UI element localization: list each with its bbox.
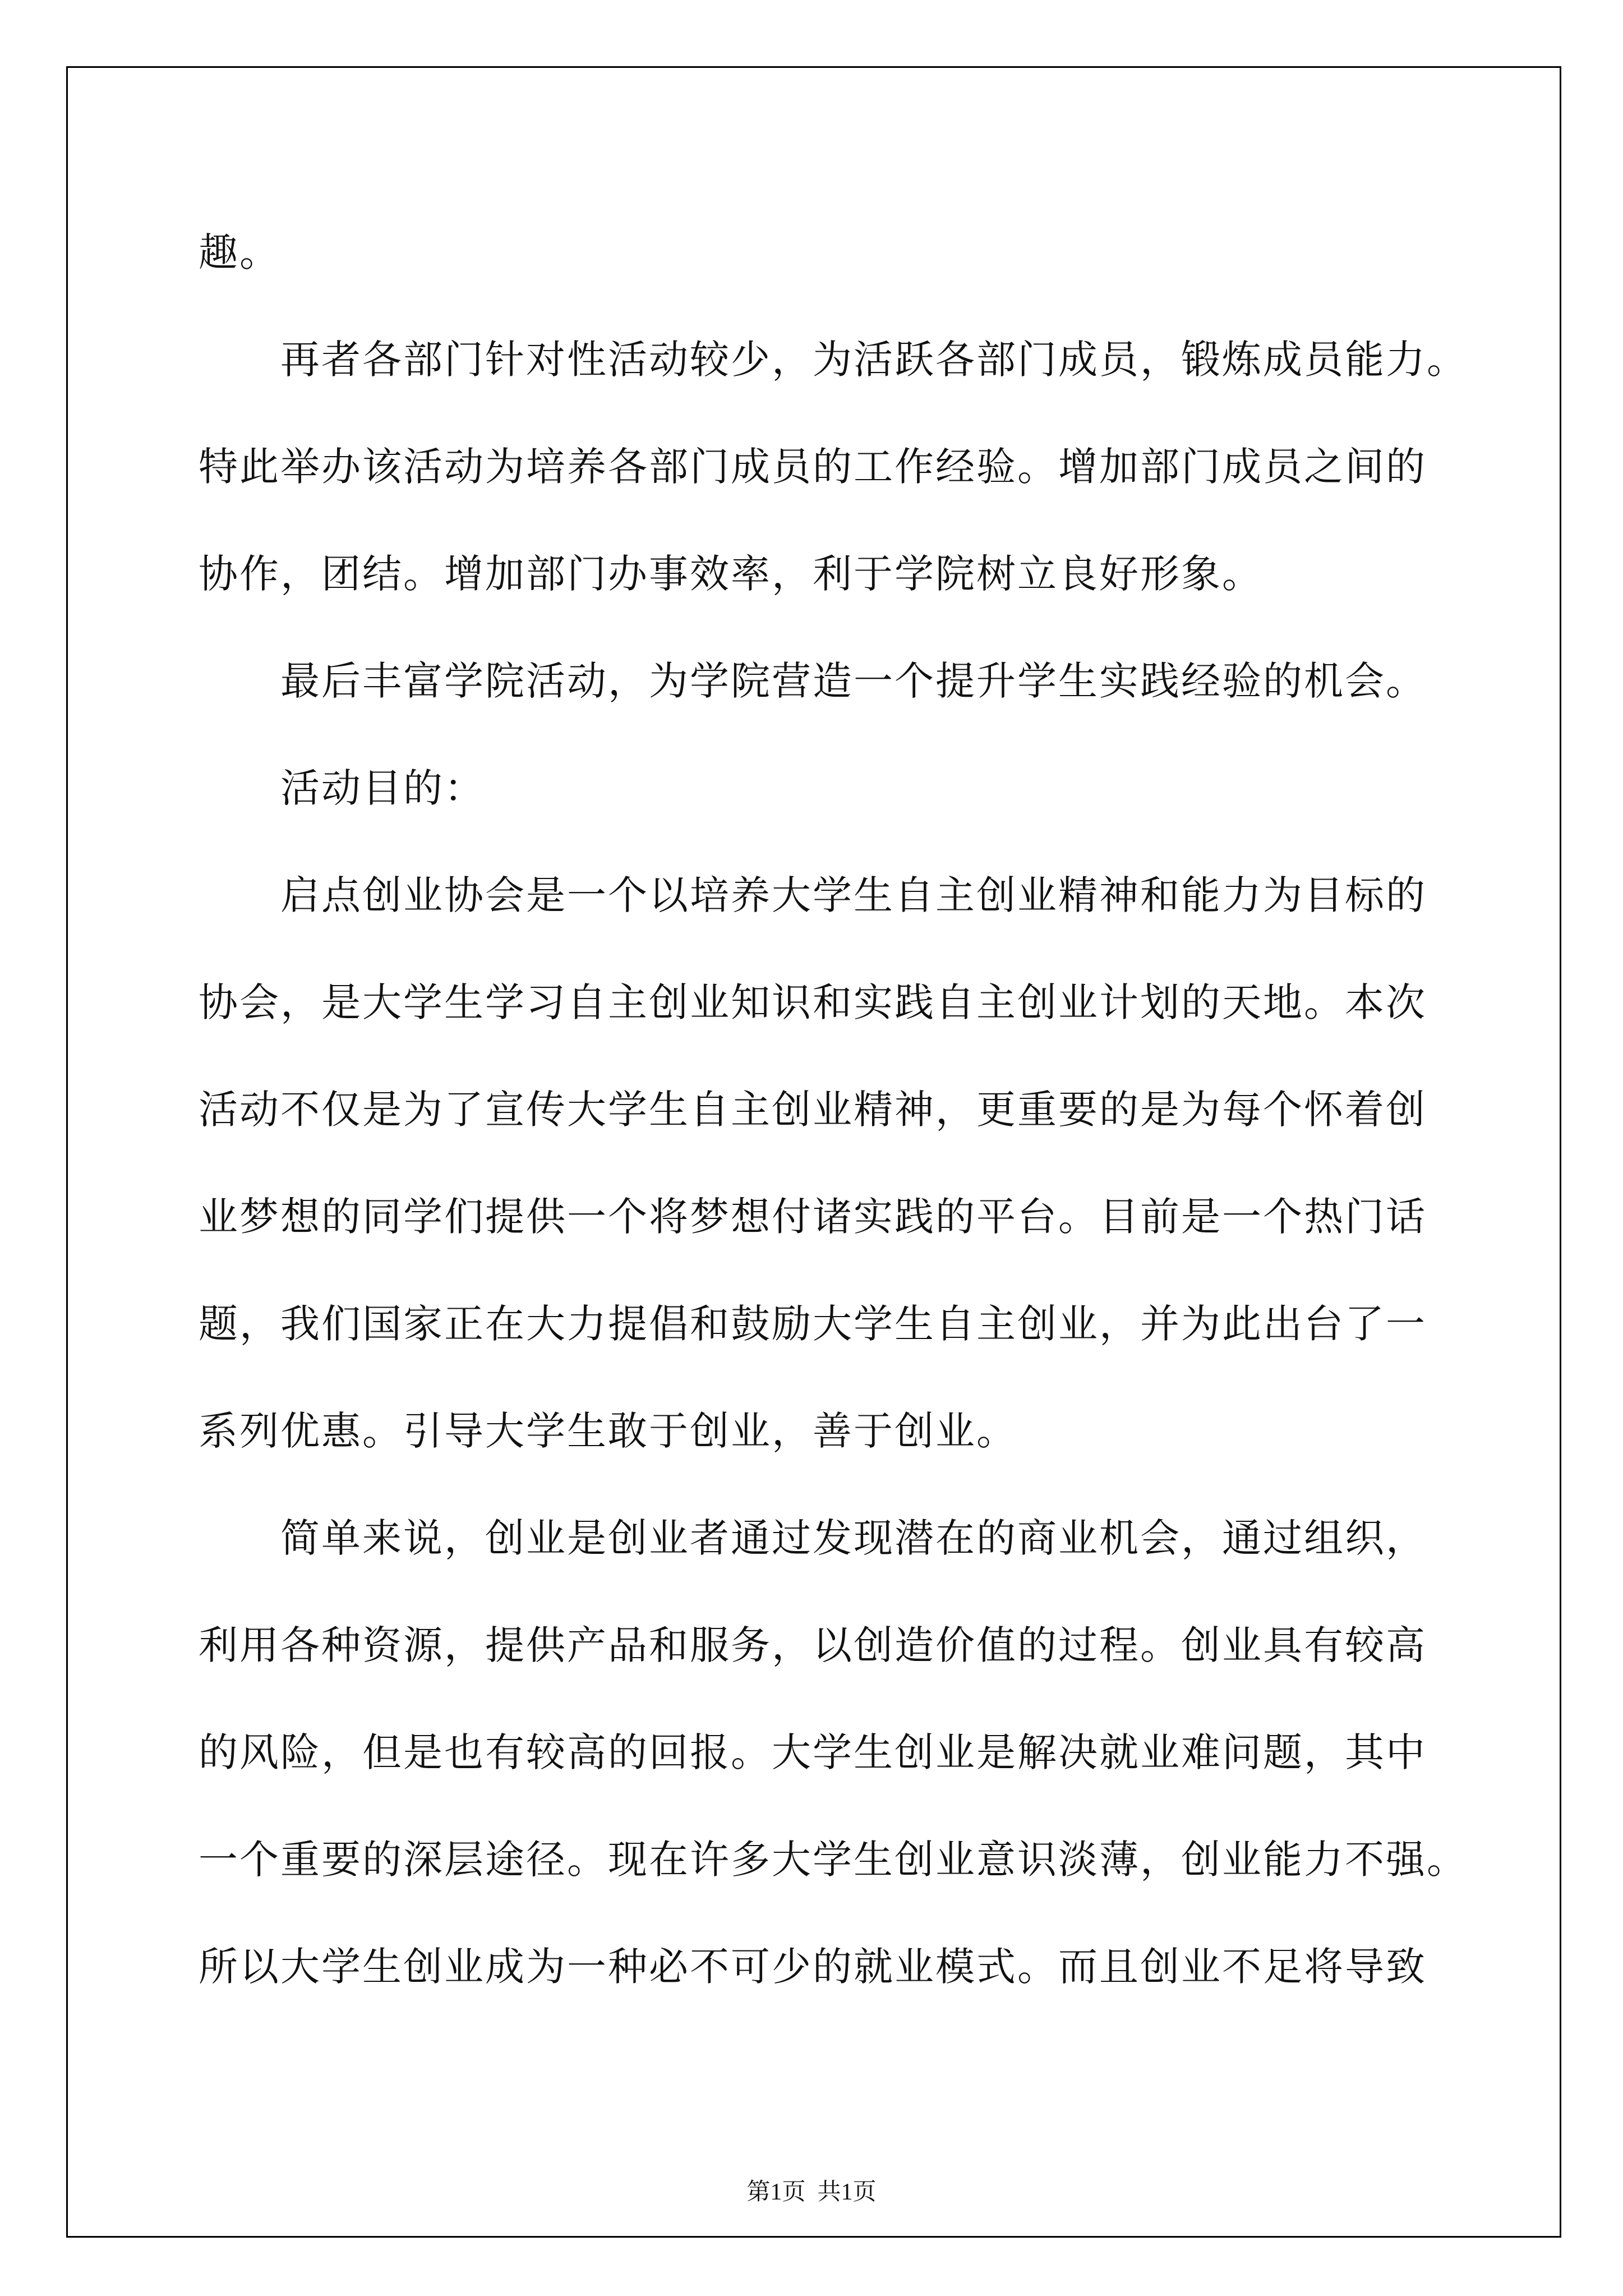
text-line: 一个重要的深层途径。现在许多大学生创业意识淡薄，创业能力不强。 xyxy=(199,1837,1468,1883)
text-line: 简单来说，创业是创业者通过发现潜在的商业机会，通过组织， xyxy=(280,1515,1427,1561)
text-line: 所以大学生创业成为一种必不可少的就业模式。而且创业不足将导致 xyxy=(199,1944,1427,1990)
text-line: 协作，团结。增加部门办事效率，利于学院树立良好形象。 xyxy=(199,551,1263,597)
text-line: 最后丰富学院活动，为学院营造一个提升学生实践经验的机会。 xyxy=(280,658,1427,704)
text-line: 趣。 xyxy=(199,229,280,275)
text-line: 协会，是大学生学习自主创业知识和实践自主创业计划的天地。本次 xyxy=(199,979,1427,1025)
document-body xyxy=(199,199,1544,2021)
paragraph xyxy=(199,199,1544,306)
page-footer: 第1页 共1页 xyxy=(746,2179,877,2205)
text-line: 题，我们国家正在大力提倡和鼓励大学生自主创业，并为此出台了一 xyxy=(199,1301,1427,1347)
paragraph xyxy=(199,1485,1544,2021)
paragraph xyxy=(199,306,1544,628)
text-line: 系列优惠。引导大学生敢于创业，善于创业。 xyxy=(199,1408,1017,1454)
text-line: 活动目的： xyxy=(280,765,485,811)
text-line: 启点创业协会是一个以培养大学生自主创业精神和能力为目标的 xyxy=(280,872,1427,918)
text-line: 的风险，但是也有较高的回报。大学生创业是解决就业难问题，其中 xyxy=(199,1729,1427,1775)
paragraph xyxy=(199,628,1544,735)
section-heading xyxy=(199,735,1544,842)
text-line: 活动不仅是为了宣传大学生自主创业精神，更重要的是为每个怀着创 xyxy=(199,1087,1427,1133)
text-line: 再者各部门针对性活动较少，为活跃各部门成员，锻炼成员能力。 xyxy=(280,337,1468,383)
text-line: 利用各种资源，提供产品和服务，以创造价值的过程。创业具有较高 xyxy=(199,1622,1427,1668)
paragraph xyxy=(199,842,1544,1485)
text-line: 特此举办该活动为培养各部门成员的工作经验。增加部门成员之间的 xyxy=(199,444,1427,490)
text-line: 业梦想的同学们提供一个将梦想付诸实践的平台。目前是一个热门话 xyxy=(199,1194,1427,1240)
